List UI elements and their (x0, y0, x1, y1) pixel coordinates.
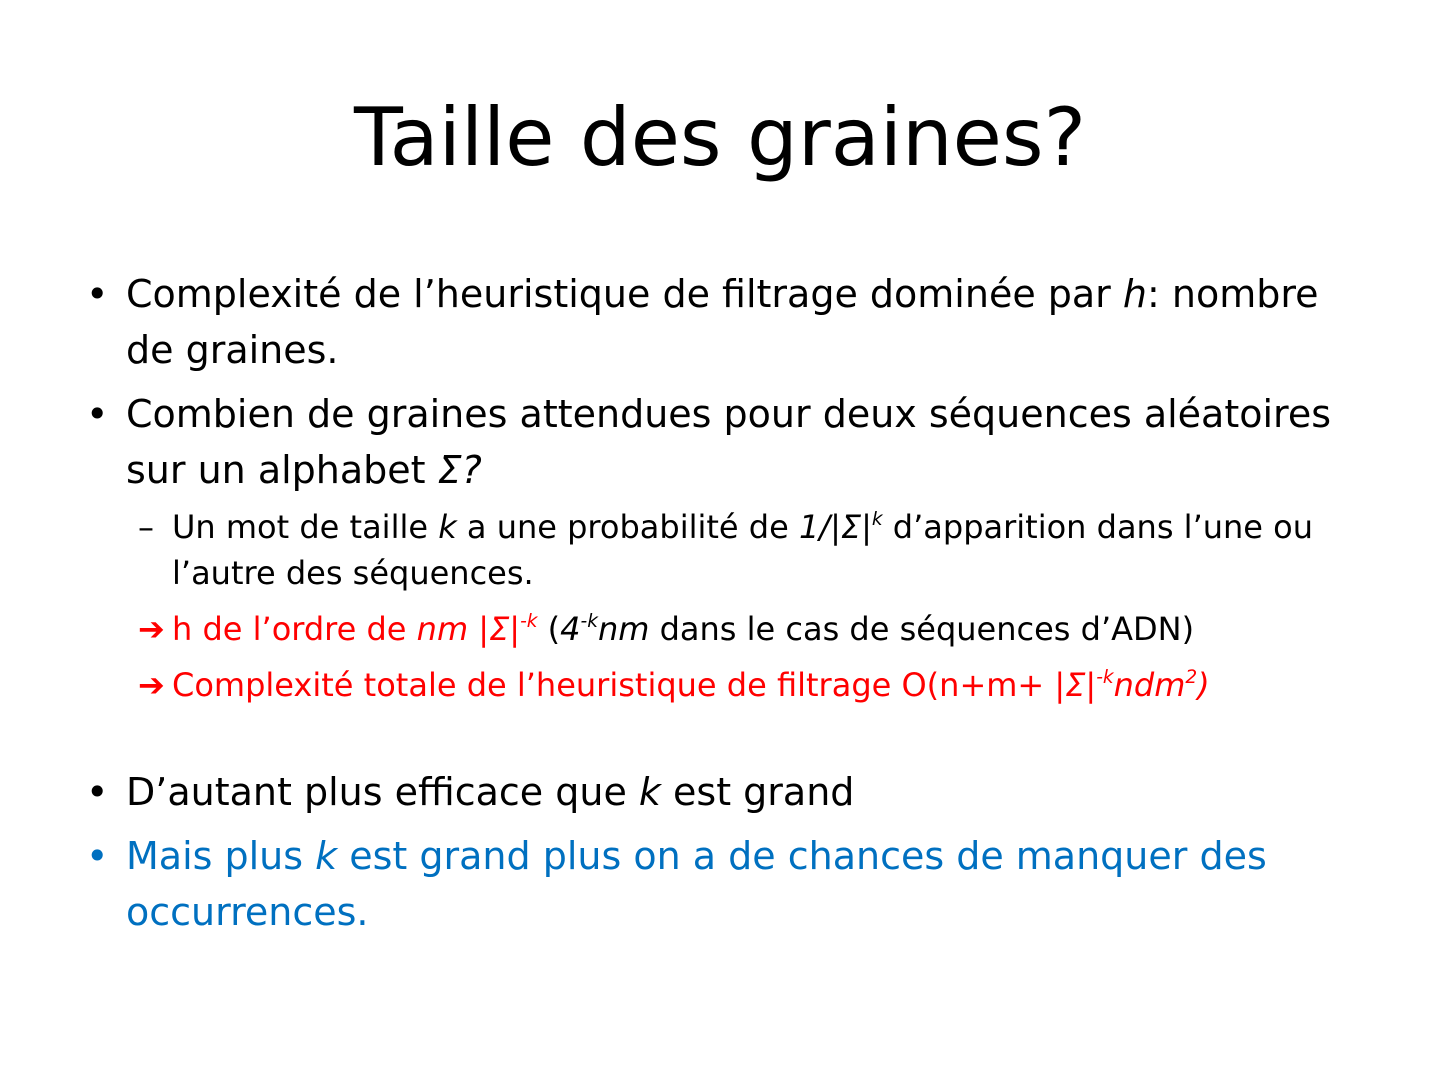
formula-nm: nm (597, 610, 650, 648)
arrow-item-h-order (86, 606, 1376, 652)
exponent-minus-k-dna: -k (580, 611, 598, 633)
exponent-minus-k: -k (520, 611, 538, 633)
sub-text-tail: d’apparition dans l’une ou l’autre des séquences. (172, 508, 1314, 592)
bullet-icon: • (86, 392, 109, 436)
slide-title: Taille des graines? (353, 91, 1087, 184)
arrow-text-red: h de l’ordre de (172, 610, 417, 648)
bullet-text: Combien de graines attendues pour deux séquences aléatoires sur un alphabet (126, 392, 1332, 492)
sub-item-probability (86, 504, 1376, 596)
bullet-text: D’autant plus efficace que (126, 770, 639, 814)
bullet-text: Mais plus (126, 834, 316, 878)
dna-case-text: dans le cas de séquences d’ADN) (649, 610, 1195, 648)
bullet-item-efficiency (86, 764, 1376, 820)
slide-content (86, 266, 1376, 940)
bullet-text-tail: est grand plus on a de chances de manquer des occurrences. (126, 834, 1267, 934)
bullet-item-complexity (86, 266, 1376, 378)
exponent-2: 2 (1185, 667, 1198, 689)
arrow-item-total-complexity (86, 662, 1376, 708)
paren-close: ) (1197, 666, 1210, 704)
bullet-text-tail: est grand (660, 770, 855, 814)
sub-text: Un mot de taille (172, 508, 439, 546)
bullet-icon: • (86, 834, 109, 878)
arrow-text-red: Complexité totale de l’heuristique de filtrage O(n+m+ (172, 666, 1055, 704)
paren-open: ( (537, 610, 561, 648)
probability-fraction: 1/|Σ| (798, 508, 872, 546)
bullet-icon: • (86, 770, 109, 814)
sub-text-mid: a une probabilité de (456, 508, 799, 546)
var-h: h (1122, 272, 1147, 316)
var-k: k (438, 508, 457, 546)
bullet-text-tail: : nombre de graines. (126, 272, 1319, 372)
var-k: k (638, 770, 661, 814)
bullet-item-expected-seeds (86, 386, 1376, 498)
bullet-text: Complexité de l’heuristique de filtrage dominée par (126, 272, 1123, 316)
formula-base-4: 4 (560, 610, 581, 648)
var-k: k (315, 834, 338, 878)
exponent-minus-k: -k (1096, 667, 1114, 689)
formula-sigma: |Σ| (1054, 666, 1097, 704)
dash-icon: – (138, 508, 154, 546)
bullet-icon: • (86, 272, 109, 316)
bullet-item-missed-occurrences (86, 828, 1376, 940)
formula-nm-sigma: nm |Σ| (416, 610, 521, 648)
exponent-k: k (871, 509, 883, 531)
arrow-right-icon: ➔ (138, 666, 165, 704)
sigma-symbol: Σ? (437, 448, 482, 492)
arrow-right-icon: ➔ (138, 610, 165, 648)
formula-ndm: ndm (1113, 666, 1186, 704)
